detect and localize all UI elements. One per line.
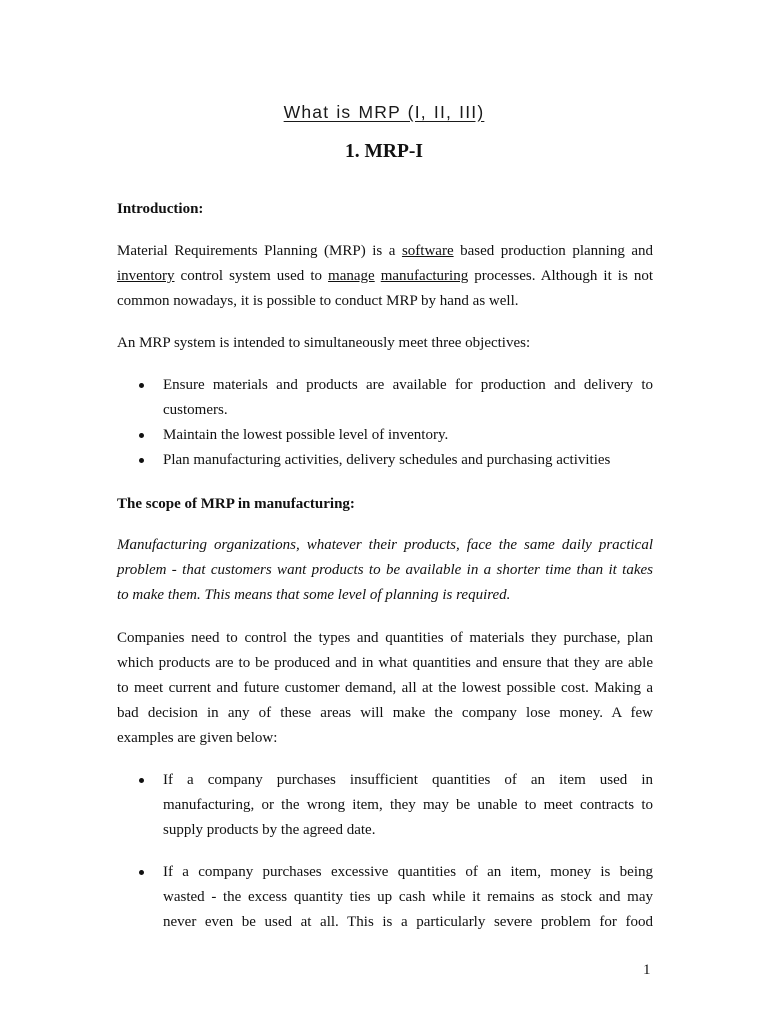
manage-link[interactable]: manage [328,268,375,284]
page-number: 1 [643,962,651,978]
scope-heading: The scope of MRP in manufacturing: [117,496,355,512]
list-item: Ensure materials and products are available for production and delivery to customers. [0,373,653,423]
bullet-icon [139,870,144,875]
bullet-icon [139,778,144,783]
manufacturing-link[interactable]: manufacturing [380,268,469,284]
document-title: What is MRP (I, II, III) [283,102,485,122]
scope-italic-paragraph: Manufacturing organizations, whatever their products, face the same daily practical problem - that customers want products to be available in a shorter time than it takes to make them. This means that some level of planning is required. [117,537,653,603]
bullet-icon [139,383,144,388]
paragraph-line: common nowadays, it is possible to conduct MRP by hand as well. [117,293,519,309]
inventory-link[interactable]: inventory [117,268,175,284]
introduction-paragraph [117,239,653,314]
list-item: If a company purchases insufficient quantities of an item used in manufacturing, or the wrong item, they may be unable to meet contracts to supply products by the agreed date. [0,768,653,843]
examples-list [0,768,768,843]
paragraph-line: inventory control system used to manage manufacturing processes. Although it is not [117,268,654,284]
objectives-intro: An MRP system is intended to simultaneously meet three objectives: [117,335,531,351]
companies-paragraph: Companies need to control the types and quantities of materials they purchase, plan which products are to be produced and in what quantities and ensure that they are able to meet current and future customer demand, all at the lowest possible cost. Making a bad decision in any of these areas will make the company lose money. A few examples are given below: [117,630,653,746]
examples-list-continued [0,860,768,935]
list-item: Plan manufacturing activities, delivery schedules and purchasing activities [0,448,653,473]
section-title: 1. MRP-I [345,141,423,162]
list-item: If a company purchases excessive quantities of an item, money is being wasted - the excess quantity ties up cash while it remains as stock and may never even be used at all. This is a particularly severe problem for food [0,860,653,935]
bullet-icon [139,433,144,438]
paragraph-line: Material Requirements Planning (MRP) is a software based production planning and [117,243,654,259]
bullet-icon [139,458,144,463]
objectives-list [0,373,768,473]
list-item: Maintain the lowest possible level of inventory. [0,423,653,448]
software-link[interactable]: software [401,243,454,259]
introduction-heading: Introduction: [117,201,204,217]
